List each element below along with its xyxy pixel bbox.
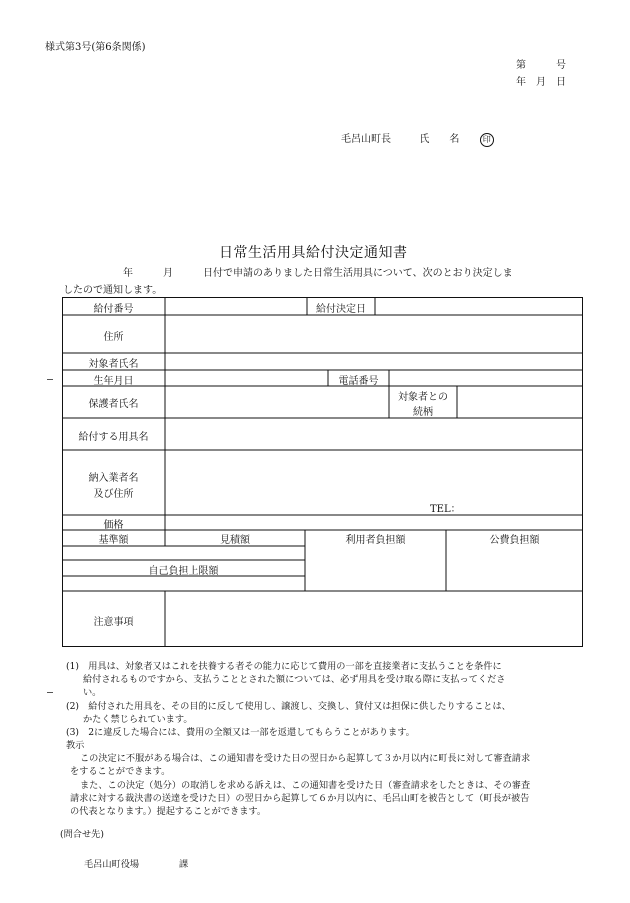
application-table: [62, 297, 583, 647]
issuer-name-label: 氏 名: [419, 134, 460, 145]
label-yougu-mei: 給付する用具名: [78, 432, 149, 443]
kyoji-1-line-2: をすることができます。: [70, 766, 171, 777]
document-number-line: 第 号: [516, 60, 566, 71]
label-kohi-futan: 公費負担額: [489, 535, 540, 546]
contact-office: 毛呂山町役場: [84, 859, 140, 870]
issuer-title: 毛呂山町長: [341, 134, 391, 145]
note-1-line-1: (1) 用具は、対象者又はこれを扶養する者その能力に応じて費用の一部を直接業者に支払うことを条件に: [66, 661, 502, 672]
label-riyosha-futan: 利用者負担額: [345, 535, 406, 546]
form-number: 様式第3号(第6条関係): [45, 42, 146, 53]
kyoji-heading: 教示: [66, 740, 85, 751]
label-seinengappi: 生年月日: [93, 376, 134, 387]
label-zokugara-line1: 対象者との: [398, 392, 448, 403]
margin-tick-upper: [47, 379, 53, 380]
note-1-line-3: い。: [83, 687, 102, 698]
label-jusho: 住所: [103, 332, 124, 343]
kyoji-2-line-2: 請求に対する裁決書の送達を受けた日）の翌日から起算して６か月以内に、毛呂山町を被告として（町長が被告: [70, 793, 530, 804]
note-1-line-2: 給付されるものですから、支払うこととされた額については、必ず用具を受け取る際に支払ってくださ: [83, 674, 506, 685]
label-zokugara-line2: 続柄: [413, 407, 433, 418]
issuer-block: [341, 130, 494, 147]
contact-section: 課: [179, 859, 189, 870]
intro-line-2: したので通知します。: [63, 285, 163, 296]
note-3: (3) 2に違反した場合には、費用の全額又は一部を返還してもらうことがあります。: [66, 727, 415, 738]
kyoji-1-line-1: この決定に不服がある場合は、この通知書を受けた日の翌日から起算して３か月以内に町長に対して審査請求: [80, 753, 531, 764]
date-line: 年 月 日: [516, 77, 566, 88]
document-title: 日常生活用具給付決定通知書: [219, 245, 408, 261]
label-gyosha-line2: 及び住所: [93, 489, 134, 500]
label-jiko-futan-jogen: 自己負担上限額: [148, 566, 219, 577]
label-kijungaku: 基準額: [98, 535, 129, 546]
label-kakaku: 価格: [103, 520, 124, 531]
note-2-line-2: かたく禁じられています。: [83, 714, 193, 725]
label-kyufu-kettei-bi: 給付決定日: [316, 304, 366, 315]
intro-line-1: 年 月 日付で申請のありました日常生活用具について、次のとおり決定しま: [123, 268, 513, 279]
label-taishosha-shimei: 対象者氏名: [88, 359, 139, 370]
label-mitsumorigaku: 見積額: [220, 535, 250, 546]
label-gyosha-line1: 納入業者名: [88, 473, 139, 484]
label-chui-jiko: 注意事項: [93, 617, 134, 628]
label-tel: TEL：: [430, 504, 461, 515]
label-denwa-bango: 電話番号: [338, 376, 379, 387]
contact-label: (問合せ先): [60, 829, 104, 840]
kyoji-2-line-1: また、この決定（処分）の取消しを求める訴えは、この通知書を受けた日（審査請求をしたときは、その審査: [80, 780, 531, 791]
label-kyufu-bango: 給付番号: [93, 304, 134, 315]
note-2-line-1: (2) 給付された用具を、その目的に反して使用し、譲渡し、交換し、貸付又は担保に供したりすることは、: [66, 701, 511, 712]
kyoji-2-line-3: の代表となります。）提起することができます。: [70, 806, 267, 817]
label-hogosha-shimei: 保護者氏名: [88, 399, 139, 410]
margin-tick-lower: [47, 692, 53, 693]
seal-mark: 印: [480, 133, 494, 147]
